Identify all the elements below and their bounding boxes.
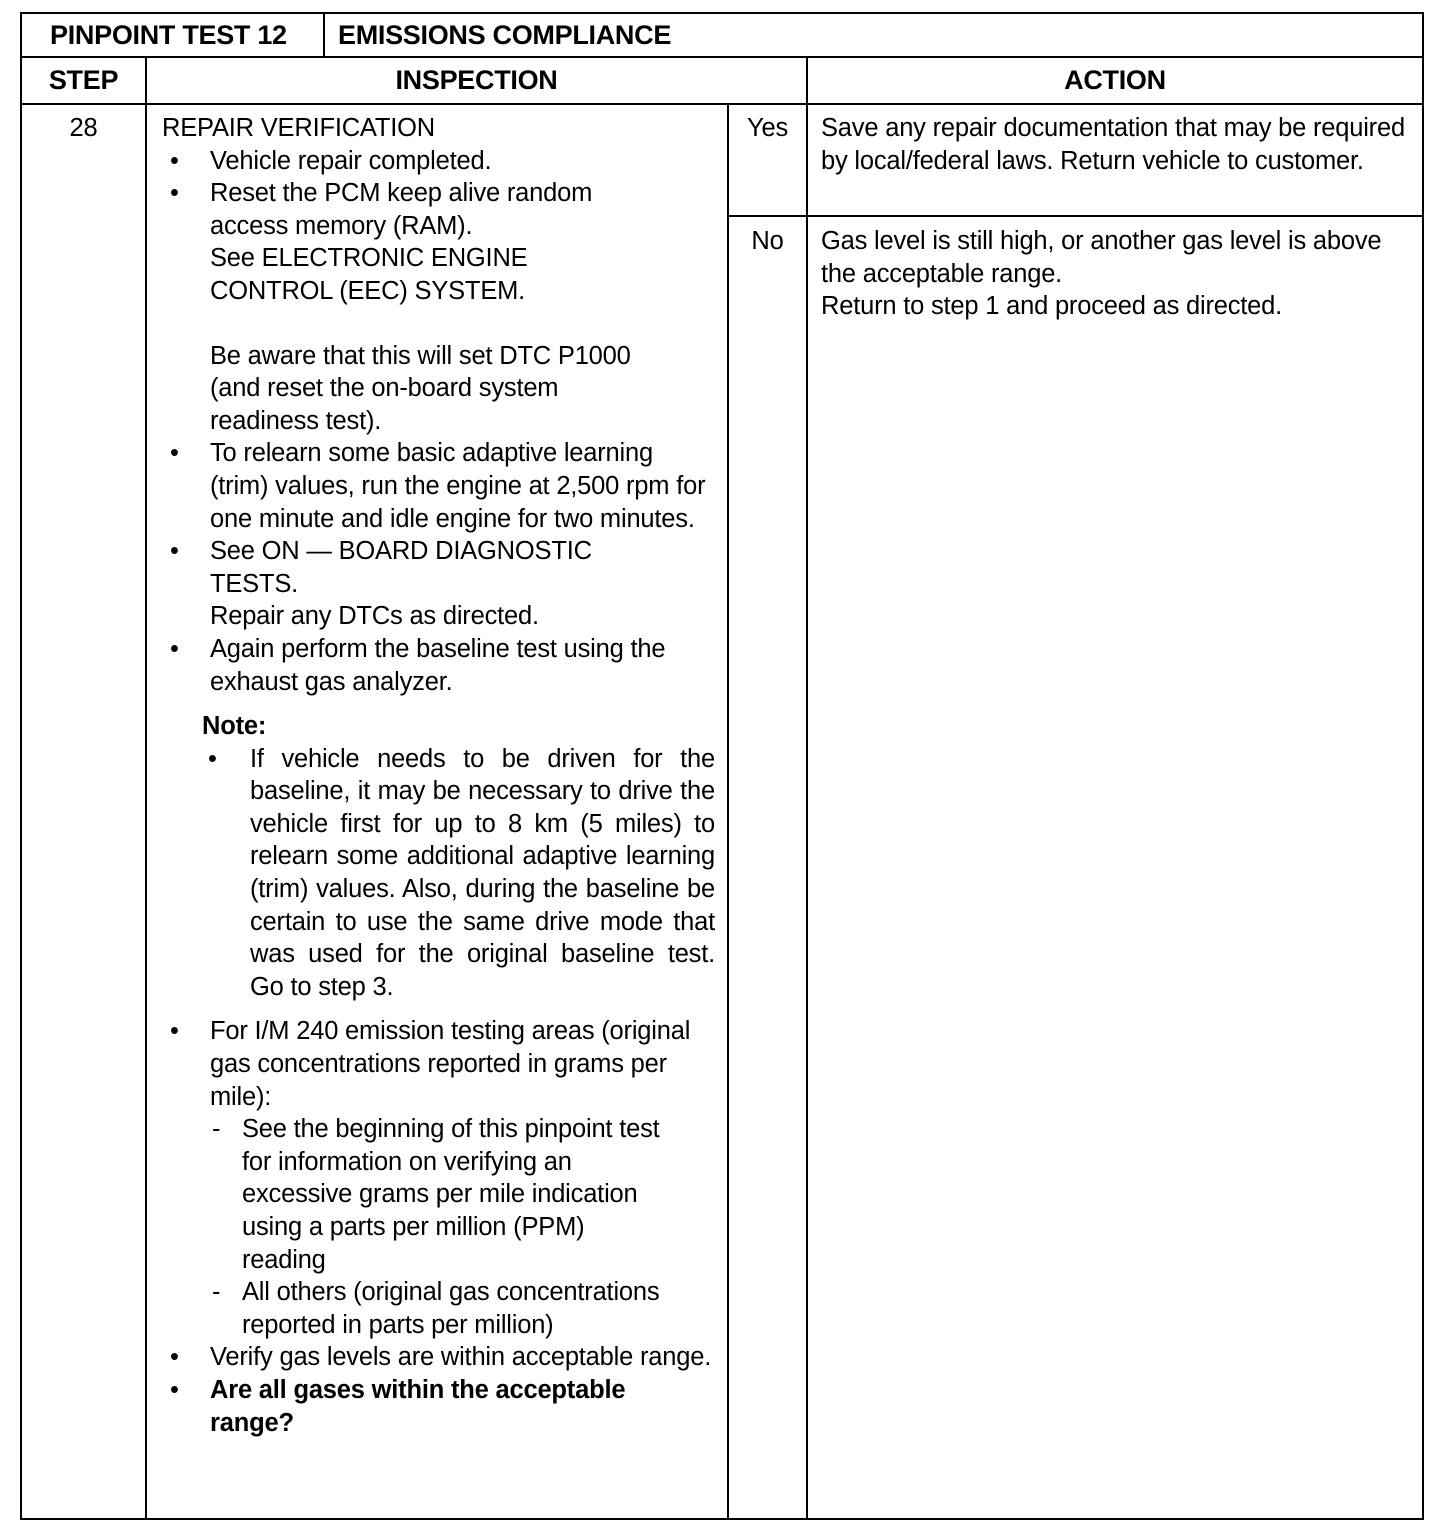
- yes-label: Yes: [747, 114, 788, 142]
- dtc-warning: Be aware that this will set DTC P1000 (and reset the on-board system readiness test).: [210, 341, 631, 435]
- see-reference: See ELECTRONIC ENGINE CONTROL (EEC) SYSTEM.: [210, 244, 528, 305]
- test-title: EMISSIONS COMPLIANCE: [338, 20, 672, 50]
- answer-column-divider: [727, 103, 729, 1520]
- list-item: • Again perform the baseline test using the exhaust gas analyzer.: [162, 633, 715, 698]
- note-title: Note:: [202, 712, 267, 741]
- column-header-action: ACTION: [1064, 65, 1166, 95]
- note-list: [162, 743, 715, 1004]
- list-item: • See ON — BOARD DIAGNOSTIC TESTS. Repair any DTCs as directed.: [162, 535, 715, 633]
- title-divider: [323, 12, 325, 57]
- sub-list-item: - See the beginning of this pinpoint test for information on verifying an excessive grams per mile indication using a parts per million (PPM) reading: [210, 1113, 715, 1276]
- no-action: Gas level is still high, or another gas level is above the acceptable range. Return to step 1 and proceed as directed.: [821, 227, 1382, 321]
- list-item: • Vehicle repair completed.: [162, 145, 715, 178]
- list-item: • Reset the PCM keep alive random access memory (RAM). See ELECTRONIC ENGINE CONTROL (EEC) SYSTEM. Be aware that this will set DTC P1000 (and reset the on-board system readiness test).: [162, 177, 715, 437]
- test-id: PINPOINT TEST 12: [50, 20, 287, 50]
- decision-question: • Are all gases within the acceptable range?: [210, 1375, 626, 1437]
- yes-action: Save any repair documentation that may be required by local/federal laws. Return vehicle to customer.: [821, 114, 1405, 175]
- header-divider: [20, 56, 1424, 58]
- list-item: • Verify gas levels are within acceptable range.: [162, 1341, 715, 1374]
- list-item: • To relearn some basic adaptive learning (trim) values, run the engine at 2,500 rpm for one minute and idle engine for two minutes.: [162, 437, 715, 535]
- sub-list-item: - All others (original gas concentrations reported in parts per million): [210, 1276, 715, 1341]
- note-text: • If vehicle needs to be driven for the baseline, it may be necessary to drive the vehicle first for up to 8 km (5 miles) to relearn some additional adaptive learning (trim) values. Also, during the baseline be certain to use the same drive mode that was used for the original baseline test. Go to step 3.: [202, 743, 715, 1004]
- yes-no-divider: [727, 215, 1424, 217]
- sub-list: [210, 1113, 715, 1341]
- inspection-cell: [162, 112, 715, 1439]
- step-column-divider: [145, 56, 147, 1520]
- column-header-divider: [20, 103, 1424, 105]
- inspection-heading: REPAIR VERIFICATION: [162, 114, 435, 142]
- no-label: No: [751, 227, 784, 255]
- inspection-list-continued: [162, 1015, 715, 1439]
- list-item: [162, 1374, 715, 1439]
- step-number: 28: [69, 114, 98, 142]
- inspection-column-divider: [806, 56, 808, 1520]
- column-header-inspection: INSPECTION: [395, 65, 558, 95]
- list-item: • For I/M 240 emission testing areas (original gas concentrations reported in grams per mile): - See the beginning of this pinpoint test for information on verifying an excessive grams per mile indication using a parts per million (PPM) reading - All others (original gas concentrations reported in parts per million): [162, 1015, 715, 1341]
- column-header-step: STEP: [48, 65, 119, 95]
- inspection-list: [162, 145, 715, 699]
